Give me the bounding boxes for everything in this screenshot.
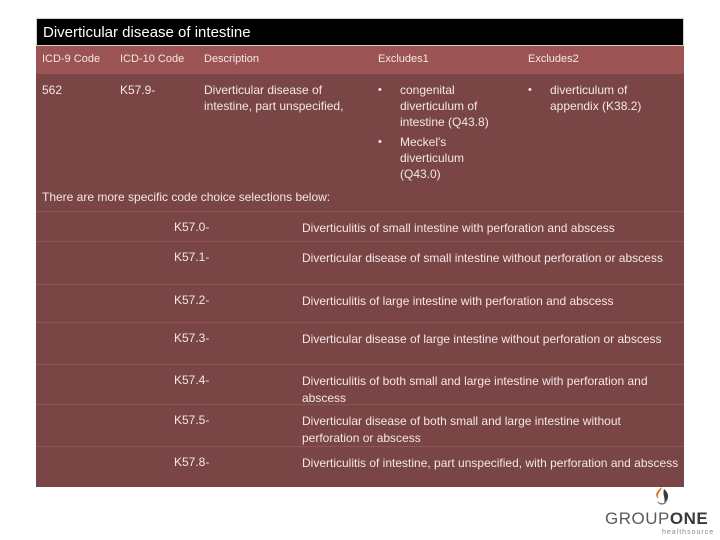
- header-excludes2: Excludes2: [528, 53, 579, 65]
- code-description: Diverticular disease of both small and large intestine without perforation or abscess: [302, 414, 621, 445]
- flame-icon: [650, 485, 674, 509]
- header-description: Description: [204, 53, 260, 65]
- icd9-code: 562: [42, 83, 63, 97]
- code-row: [36, 446, 684, 488]
- excludes2-item: • diverticulum of appendix (K38.2): [528, 82, 658, 114]
- group-one-logo: [600, 485, 720, 540]
- code-row: [36, 241, 684, 285]
- code-row: [36, 364, 684, 405]
- logo-part2: ONE: [669, 509, 709, 528]
- code-row: [36, 211, 684, 242]
- main-code-row: [36, 74, 684, 184]
- code-row: [36, 322, 684, 365]
- code-value: K57.8-: [174, 455, 210, 469]
- header-icd9: ICD-9 Code: [42, 53, 101, 65]
- excludes2-list: [528, 82, 658, 118]
- code-row: [36, 284, 684, 323]
- code-value: K57.5-: [174, 413, 210, 427]
- logo-subtitle: healthsource: [662, 529, 715, 536]
- code-description: Diverticular disease of large intestine without perforation or abscess: [302, 332, 662, 346]
- table-header: [36, 46, 684, 74]
- slide-title: Diverticular disease of intestine: [36, 18, 684, 46]
- more-codes-note: There are more specific code choice selections below:: [36, 184, 684, 211]
- logo-wordmark: [605, 509, 708, 529]
- code-value: K57.3-: [174, 331, 210, 345]
- excludes1-list: [378, 82, 508, 186]
- excludes1-item: • congenital diverticulum of intestine (Q43.8): [378, 82, 508, 130]
- code-row: [36, 404, 684, 447]
- code-value: K57.1-: [174, 250, 210, 264]
- logo-part1: GROUP: [605, 509, 670, 528]
- code-description: Diverticulitis of intestine, part unspecified, with perforation and abscess: [302, 456, 679, 470]
- header-icd10: ICD-10 Code: [120, 53, 185, 65]
- code-value: K57.2-: [174, 293, 210, 307]
- code-description: Diverticulitis of both small and large intestine with perforation and abscess: [302, 374, 648, 405]
- header-excludes1: Excludes1: [378, 53, 429, 65]
- code-value: K57.4-: [174, 373, 210, 387]
- code-description: Diverticulitis of small intestine with perforation and abscess: [302, 221, 615, 235]
- code-description: Diverticular disease of small intestine without perforation or abscess: [302, 251, 663, 265]
- excludes1-item: • Meckel's diverticulum (Q43.0): [378, 134, 508, 182]
- icd10-code: K57.9-: [120, 83, 156, 97]
- description: Diverticular disease of intestine, part unspecified,: [204, 83, 344, 113]
- specific-codes-table: [36, 211, 684, 487]
- code-value: K57.0-: [174, 220, 210, 234]
- code-description: Diverticulitis of large intestine with perforation and abscess: [302, 294, 614, 308]
